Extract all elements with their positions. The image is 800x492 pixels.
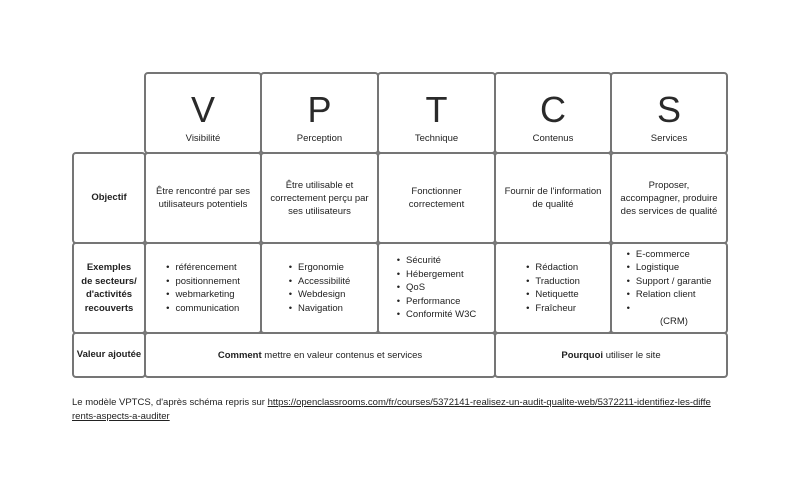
objectif-cell-v bbox=[144, 152, 262, 244]
objectif-text: Être utilisable et correctement perçu par ses utilisateurs bbox=[270, 179, 369, 217]
list-item: • Conformité W3C bbox=[397, 308, 477, 322]
objectif-cell-c bbox=[494, 152, 612, 244]
exemples-list bbox=[526, 261, 580, 315]
list-item: • QoS bbox=[397, 281, 477, 295]
caption-prefix: Le modèle VPTCS, d'après schéma repris sur bbox=[72, 397, 268, 408]
list-item: • webmarketing bbox=[166, 288, 240, 302]
figure-caption bbox=[72, 396, 712, 424]
valeur-cell-left bbox=[144, 332, 496, 378]
list-item: • Logistique bbox=[627, 261, 712, 275]
valeur-right-bold: Pourquoi bbox=[561, 349, 604, 361]
list-item: • Navigation bbox=[289, 302, 351, 316]
list-item: • Support / garantie bbox=[627, 275, 712, 289]
header-name: Technique bbox=[414, 132, 459, 144]
valeur-left-bold: Comment bbox=[217, 349, 262, 361]
valeur-right-rest: utiliser le site bbox=[603, 349, 661, 361]
exemples-list bbox=[289, 261, 351, 315]
list-item: • Ergonomie bbox=[289, 261, 351, 275]
list-item: • Hébergement bbox=[397, 268, 477, 282]
row-label-objectif bbox=[72, 152, 146, 244]
objectif-cell-p bbox=[260, 152, 379, 244]
row-label-text: Valeur ajoutée bbox=[76, 349, 142, 361]
row-label-text: Exemples de secteurs/ d'activités recouverts bbox=[81, 262, 137, 314]
row-label-exemples bbox=[72, 242, 146, 334]
list-item: • E-commerce bbox=[627, 248, 712, 262]
list-item: • communication bbox=[166, 302, 240, 316]
source-link[interactable]: https://openclassrooms.com/fr/courses/5372141-realisez-un-audit-qualite-web/5372211-identifiez-les-differents-aspects-a-auditer bbox=[72, 397, 711, 422]
valeur-cell-right bbox=[494, 332, 728, 378]
header-letter: S bbox=[656, 88, 681, 130]
header-cell-p bbox=[260, 72, 379, 154]
list-item-continuation bbox=[627, 302, 712, 329]
header-letter: P bbox=[307, 88, 332, 130]
header-name: Contenus bbox=[532, 132, 574, 144]
list-item: • Webdesign bbox=[289, 288, 351, 302]
valeur-left-text bbox=[218, 349, 422, 362]
list-item: • Netiquette bbox=[526, 288, 580, 302]
list-item: • positionnement bbox=[166, 275, 240, 289]
row-label-text: Objectif bbox=[91, 192, 127, 204]
header-letter: V bbox=[190, 88, 215, 130]
header-cell-t bbox=[377, 72, 496, 154]
exemples-cell-p bbox=[260, 242, 379, 334]
list-item: • Performance bbox=[397, 295, 477, 309]
header-name: Perception bbox=[296, 132, 343, 144]
list-item: • Accessibilité bbox=[289, 275, 351, 289]
list-item: • Traduction bbox=[526, 275, 580, 289]
objectif-cell-s bbox=[610, 152, 728, 244]
exemples-list bbox=[397, 254, 477, 322]
header-cell-v bbox=[144, 72, 262, 154]
list-item-continuation-text: • (CRM) bbox=[660, 316, 688, 327]
exemples-cell-v bbox=[144, 242, 262, 334]
list-item: • Relation client bbox=[627, 288, 712, 302]
list-item: • Fraîcheur bbox=[526, 302, 580, 316]
exemples-cell-s bbox=[610, 242, 728, 334]
valeur-right-text bbox=[561, 349, 660, 362]
header-cell-s bbox=[610, 72, 728, 154]
list-item: • Rédaction bbox=[526, 261, 580, 275]
exemples-list bbox=[627, 248, 712, 329]
exemples-cell-c bbox=[494, 242, 612, 334]
valeur-left-rest: mettre en valeur contenus et services bbox=[261, 349, 423, 361]
objectif-text: Être rencontré par ses utilisateurs potentiels bbox=[156, 186, 250, 210]
objectif-text: Proposer, accompagner, produire des services de qualité bbox=[620, 179, 718, 217]
exemples-list bbox=[166, 261, 240, 315]
header-cell-c bbox=[494, 72, 612, 154]
header-letter: T bbox=[425, 88, 448, 130]
objectif-cell-t bbox=[377, 152, 496, 244]
list-item: • Sécurité bbox=[397, 254, 477, 268]
header-name: Services bbox=[650, 132, 688, 144]
row-label-valeur bbox=[72, 332, 146, 378]
header-letter: C bbox=[540, 88, 566, 130]
objectif-text: Fonctionner correctement bbox=[408, 186, 465, 210]
list-item: • référencement bbox=[166, 261, 240, 275]
header-name: Visibilité bbox=[185, 132, 221, 144]
exemples-cell-t bbox=[377, 242, 496, 334]
objectif-text: Fournir de l'information de qualité bbox=[504, 186, 602, 210]
